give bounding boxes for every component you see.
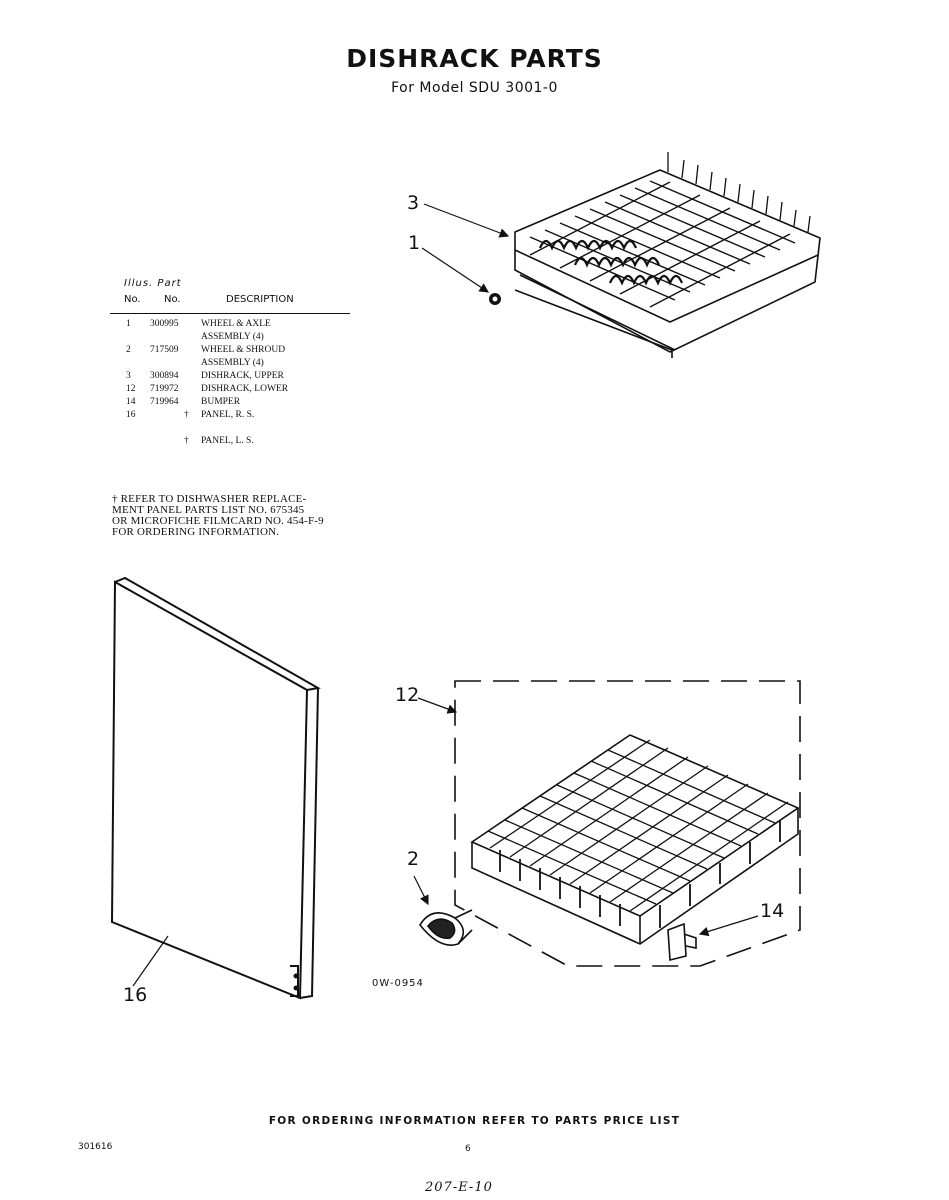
drawing-code: 0W-0954 [372, 978, 424, 989]
illus-no: 3 [126, 371, 131, 381]
note-line: OR MICROFICHE FILMCARD NO. 454-F-9 [112, 515, 324, 527]
lower-dishrack-drawing [472, 735, 798, 944]
page-title: DISHRACK PARTS [346, 44, 603, 73]
part-no: † [184, 436, 189, 446]
model-subtitle: For Model SDU 3001-0 [391, 80, 558, 96]
illus-no: 1 [126, 319, 131, 329]
illus-no: 12 [126, 384, 136, 394]
bumper-part [668, 924, 696, 960]
part-no: 719964 [150, 397, 179, 407]
leader-line-2 [414, 876, 428, 904]
part-no: 719972 [150, 384, 179, 394]
leader-line-14 [700, 916, 758, 934]
illus-no: 2 [126, 345, 131, 355]
leader-line-16 [133, 936, 168, 986]
description: BUMPER [201, 397, 241, 407]
leader-line-1 [422, 248, 488, 292]
leader-line-12 [418, 698, 456, 712]
part-no: 300894 [150, 371, 179, 381]
column-header-part-no: No. [164, 294, 181, 305]
note-line: MENT PANEL PARTS LIST NO. 675345 [112, 504, 305, 516]
description: WHEEL & AXLE [201, 319, 271, 329]
note-line: † REFER TO DISHWASHER REPLACE- [112, 493, 307, 505]
callout-12: 12 [395, 684, 420, 706]
description: DISHRACK, LOWER [201, 384, 289, 394]
part-no: 717509 [150, 345, 179, 355]
ordering-info: FOR ORDERING INFORMATION REFER TO PARTS PRICE LIST [268, 1115, 681, 1127]
callout-16: 16 [123, 984, 148, 1006]
part-no: † [184, 410, 189, 420]
wheel-shroud-part [420, 910, 472, 945]
description: PANEL, L. S. [201, 436, 254, 446]
column-header-illus-no: No. [124, 294, 141, 305]
note-line: FOR ORDERING INFORMATION. [112, 526, 280, 538]
callout-3: 3 [407, 192, 420, 214]
column-header-description: DESCRIPTION [226, 294, 294, 305]
table-header-illus-part: Illus. Part [124, 278, 182, 289]
handwritten-note: 207-E-10 [425, 1180, 493, 1195]
upper-dishrack-drawing [515, 152, 820, 358]
callout-1: 1 [408, 232, 421, 254]
side-panel-drawing [112, 578, 318, 998]
description: WHEEL & SHROUD [201, 345, 286, 355]
illus-no: 14 [126, 397, 136, 407]
callout-2: 2 [407, 848, 420, 870]
wheel-hub [493, 297, 498, 302]
description: ASSEMBLY (4) [201, 358, 264, 368]
document-number: 301616 [78, 1142, 113, 1152]
part-no: 300995 [150, 319, 179, 329]
description: PANEL, R. S. [201, 410, 255, 420]
page-number: 6 [465, 1144, 471, 1154]
description: DISHRACK, UPPER [201, 371, 284, 381]
illus-no: 16 [126, 410, 136, 420]
description: ASSEMBLY (4) [201, 332, 264, 342]
leader-line-3 [424, 204, 508, 236]
lower-dishrack-group-outline [455, 681, 800, 966]
callout-14: 14 [760, 900, 785, 922]
